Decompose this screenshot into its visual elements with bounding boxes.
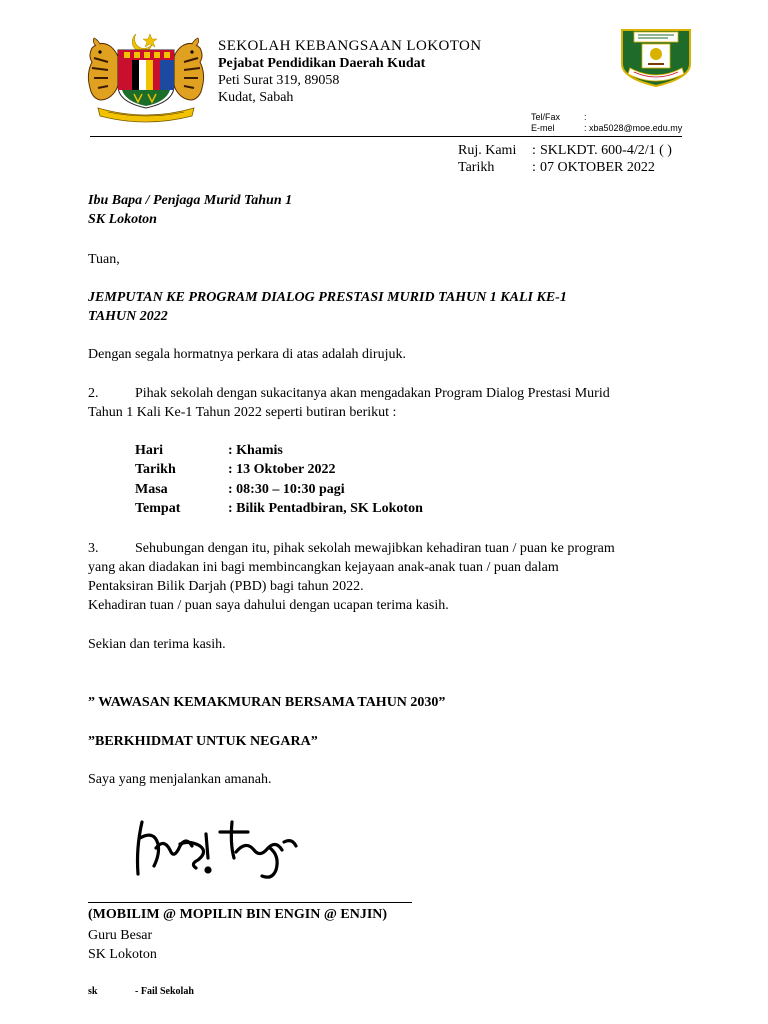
district-office: Pejabat Pendidikan Daerah Kudat [218,56,426,71]
email-value: : xba5028@moe.edu.my [584,123,683,133]
detail-value-day: : Khamis [228,443,283,458]
address-line-2: Kudat, Sabah [218,90,294,105]
slogan-berkhidmat: ”BERKHIDMAT UNTUK NEGARA” [88,734,318,749]
detail-label-venue: Tempat [135,501,181,516]
paragraph-2-line-2: Tahun 1 Kali Ke-1 Tahun 2022 seperti butiran berikut : [88,405,397,420]
detail-value-time: : 08:30 – 10:30 pagi [228,482,345,497]
school-logo [616,24,696,88]
letterhead-divider [90,136,682,137]
letter-date: 07 OKTOBER 2022 [540,160,655,175]
paragraph-3-line-3: Pentaksiran Bilik Darjah (PBD) bagi tahun 2022. [88,579,364,594]
subject-line-2: TAHUN 2022 [88,309,168,324]
signature-line [88,902,412,903]
signatory-organisation: SK Lokoton [88,947,157,962]
recipient-line-1: Ibu Bapa / Penjaga Murid Tahun 1 [88,193,293,208]
cc-value: - Fail Sekolah [135,986,194,997]
detail-value-date: : 13 Oktober 2022 [228,462,336,477]
school-name: SEKOLAH KEBANGSAAN LOKOTON [218,38,482,54]
address-line-1: Peti Surat 319, 89058 [218,73,340,88]
signatory-name: (MOBILIM @ MOPILIN BIN ENGIN @ ENJIN) [88,907,388,922]
handwritten-signature [120,808,310,894]
salutation: Tuan, [88,252,120,267]
cc-label: sk [88,986,98,997]
date-label: Tarikh [458,160,495,175]
paragraph-2-line-1: Pihak sekolah dengan sukacitanya akan mengadakan Program Dialog Prestasi Murid [135,386,610,401]
paragraph-3-line-2: yang akan diadakan ini bagi membincangkan kejayaan anak-anak tuan / puan dalam [88,560,559,575]
reference-colon: : [532,143,536,158]
detail-label-day: Hari [135,443,163,458]
detail-value-venue: : Bilik Pentadbiran, SK Lokoton [228,501,423,516]
paragraph-3-line-4: Kehadiran tuan / puan saya dahului dengan ucapan terima kasih. [88,598,449,613]
closing-line: Sekian dan terima kasih. [88,637,226,652]
subject-line-1: JEMPUTAN KE PROGRAM DIALOG PRESTASI MURID TAHUN 1 KALI KE-1 [88,290,567,305]
reference-label: Ruj. Kami [458,143,517,158]
paragraph-2-number: 2. [88,386,99,401]
telfax-value: : [584,112,587,122]
detail-label-time: Masa [135,482,168,497]
recipient-line-2: SK Lokoton [88,212,157,227]
coat-of-arms-logo [78,28,214,124]
telfax-label: Tel/Fax [531,112,561,122]
date-colon: : [532,160,536,175]
reference-number: SKLKDT. 600-4/2/1 ( ) [540,143,672,158]
detail-label-date: Tarikh [135,462,176,477]
slogan-wawasan: ” WAWASAN KEMAKMURAN BERSAMA TAHUN 2030” [88,695,446,710]
paragraph-3-line-1: Sehubungan dengan itu, pihak sekolah mewajibkan kehadiran tuan / puan ke program [135,541,615,556]
signature-lead: Saya yang menjalankan amanah. [88,772,272,787]
paragraph-1: Dengan segala hormatnya perkara di atas adalah dirujuk. [88,347,406,362]
email-label: E-mel [531,123,555,133]
signatory-title: Guru Besar [88,928,153,943]
paragraph-3-number: 3. [88,541,99,556]
